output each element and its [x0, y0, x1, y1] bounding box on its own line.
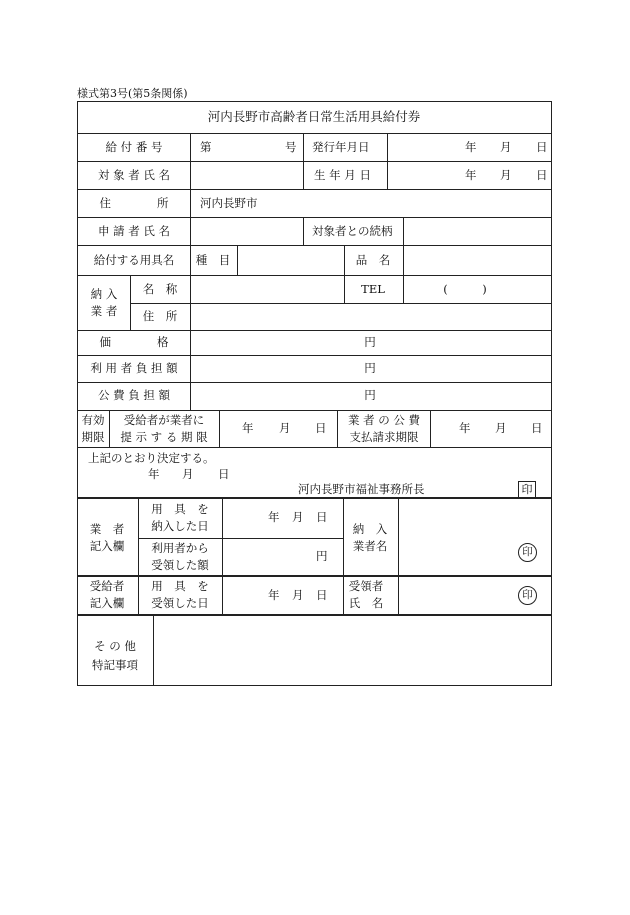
label-tsuki: 月 [292, 510, 304, 524]
label-teiji-1: 受給者が業者に [123, 413, 205, 427]
label-tsuki: 月 [182, 467, 194, 481]
label-yuko-1: 有効 [81, 413, 105, 427]
seal-stamp: 印 [518, 586, 537, 605]
label-seikyu-2: 支払請求期限 [349, 430, 419, 444]
label-teiji-2: 提 示 す る 期 限 [120, 430, 208, 444]
label-kyufu-bango: 給 付 番 号 [105, 140, 163, 154]
label-hi: 日 [315, 421, 327, 435]
label-delivered-1: 用 具 を [151, 502, 209, 516]
recipient-label-2: 記入欄 [89, 596, 125, 610]
office-name: 河内長野市福祉事務所長 [298, 482, 425, 496]
label-seikyu-1: 業 者 の 公 費 [347, 413, 421, 427]
vendor-label-1: 業 者 [89, 522, 125, 536]
label-tel: TEL [361, 282, 385, 296]
label-gyosha-jusho: 住 所 [142, 309, 178, 323]
label-hi: 日 [316, 588, 328, 602]
vendor-label-2: 記入欄 [89, 539, 125, 553]
seal-stamp: 印 [518, 543, 537, 562]
label-shinsei-shimei: 申 請 者 氏 名 [97, 224, 171, 238]
label-shumoku: 種 目 [195, 253, 231, 267]
label-en: 円 [316, 549, 328, 563]
label-meisho: 名 称 [142, 282, 178, 296]
label-hi: 日 [218, 467, 230, 481]
label-nen: 年 [465, 140, 477, 154]
label-nen: 年 [459, 421, 471, 435]
label-kohi-futan: 公 費 負 担 額 [97, 388, 171, 402]
tel-paren: ( ) [443, 282, 487, 296]
label-nounyu-gyosha-2: 業 者 [90, 304, 118, 318]
label-nen: 年 [242, 421, 254, 435]
jusho-value: 河内長野市 [200, 196, 258, 210]
label-other-1: そ の 他 [94, 639, 136, 653]
label-received-amount-1: 利用者から [151, 541, 209, 555]
label-kakaku: 価 格 [99, 335, 169, 349]
label-vendor-name-2: 業者名 [352, 539, 388, 553]
label-seinengappi: 生 年 月 日 [314, 168, 371, 182]
form-title: 河内長野市高齢者日常生活用具給付券 [207, 109, 421, 124]
label-tsuki: 月 [292, 588, 304, 602]
label-jusho: 住 所 [99, 196, 169, 210]
decision-text: 上記のとおり決定する。 [88, 451, 215, 465]
label-received-amount-2: 受領した額 [151, 558, 209, 572]
label-en: 円 [364, 335, 376, 349]
label-other-2: 特記事項 [92, 658, 138, 672]
label-nen: 年 [148, 467, 160, 481]
label-hi: 日 [536, 168, 548, 182]
label-tsuki: 月 [500, 168, 512, 182]
label-nen: 年 [268, 588, 280, 602]
label-hi: 日 [531, 421, 543, 435]
label-hakko: 発行年月日 [312, 140, 370, 154]
label-dai: 第 [200, 140, 212, 154]
label-receiver-name-1: 受領者 [348, 579, 384, 593]
label-receiver-name-2: 氏 名 [348, 596, 384, 610]
label-en: 円 [364, 361, 376, 375]
label-nounyu-gyosha-1: 納 入 [90, 287, 118, 301]
label-hi: 日 [536, 140, 548, 154]
label-vendor-name-1: 納 入 [352, 522, 388, 536]
label-delivered-2: 納入した日 [151, 519, 209, 533]
label-hi: 日 [316, 510, 328, 524]
recipient-label-1: 受給者 [89, 579, 125, 593]
label-yougu: 給付する用具名 [93, 253, 175, 267]
label-hinmei: 品 名 [355, 253, 391, 267]
label-nen: 年 [268, 510, 280, 524]
label-tsuki: 月 [500, 140, 512, 154]
label-en: 円 [364, 388, 376, 402]
label-received-date-2: 受領した日 [151, 596, 209, 610]
label-riyosha-futan: 利 用 者 負 担 額 [90, 361, 178, 375]
form-number: 様式第3号(第5条関係) [77, 87, 188, 100]
label-yuko-2: 期限 [81, 430, 105, 444]
label-received-date-1: 用 具 を [151, 579, 209, 593]
label-go: 号 [285, 140, 297, 154]
label-nen: 年 [465, 168, 477, 182]
label-taisho-shimei: 対 象 者 氏 名 [97, 168, 171, 182]
label-zokugara: 対象者との続柄 [312, 224, 393, 238]
label-tsuki: 月 [495, 421, 507, 435]
seal-stamp: 印 [518, 481, 536, 499]
label-tsuki: 月 [279, 421, 291, 435]
